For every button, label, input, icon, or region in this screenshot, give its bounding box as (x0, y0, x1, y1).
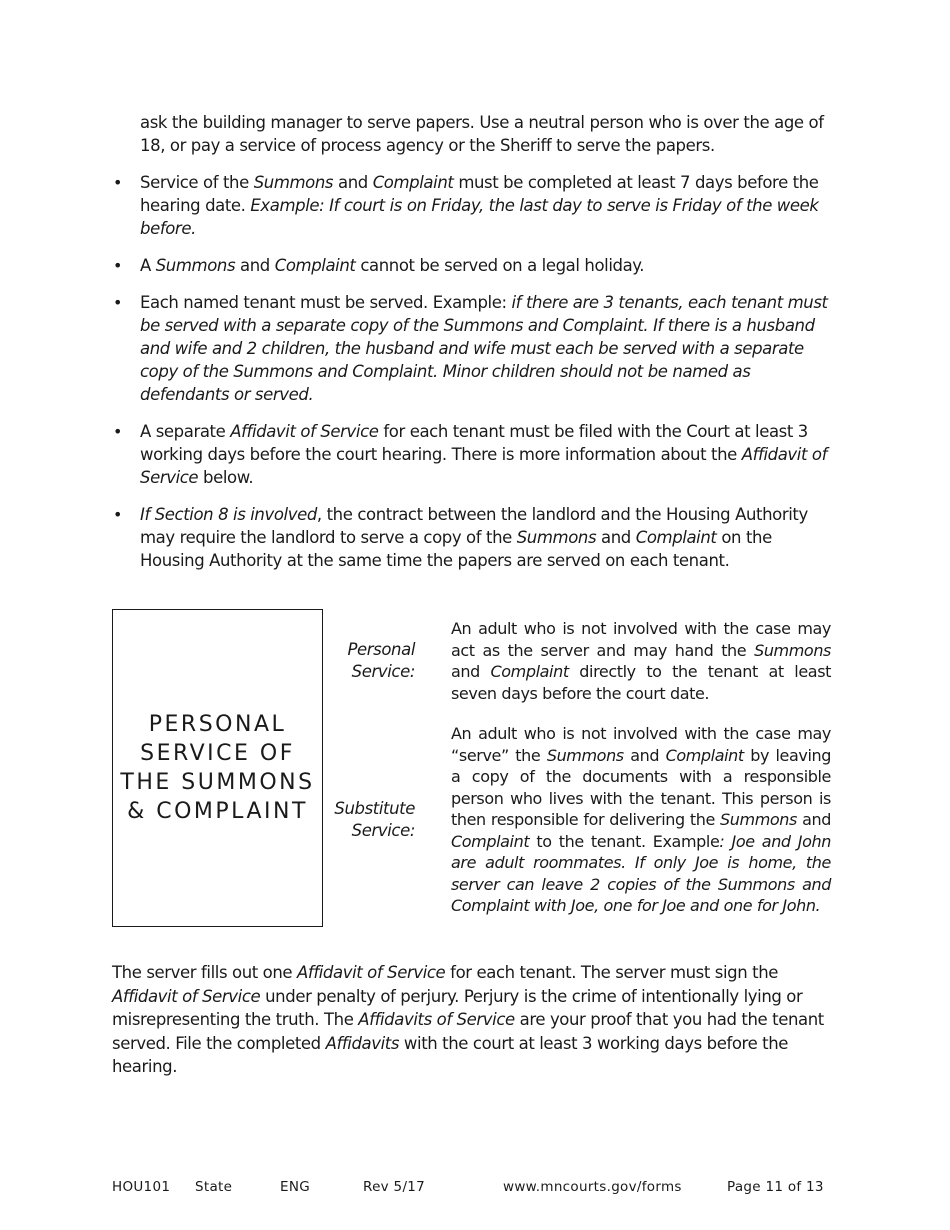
section-title-box (112, 609, 323, 927)
text: by leaving a copy of the documents with a responsible person who lives with the tenant. This person is then responsible for delivering the (451, 745, 832, 829)
text: Complaint (451, 831, 530, 851)
text: below. (198, 468, 254, 487)
bullet-icon: • (113, 505, 123, 524)
text: Complaint (635, 528, 717, 547)
list-item (113, 254, 840, 277)
text: cannot be served on a legal holiday. (355, 256, 645, 275)
bullet-icon: • (113, 422, 123, 441)
text: Affidavit of Service (112, 986, 261, 1006)
text: Affidavit of Service (297, 963, 446, 982)
text: must be completed at least 7 days before the hearing date. (140, 173, 819, 215)
text: and (451, 662, 491, 681)
text: for each tenant must be filed with the Court at least 3 working days before the court hearing. There is more information about the (140, 422, 808, 464)
text: A (140, 256, 156, 275)
text: An adult who is not involved with the case may “serve” the (451, 724, 831, 765)
text: Summons (155, 256, 236, 275)
bullet-icon: • (113, 173, 123, 192)
text: and (796, 810, 831, 829)
section-title-line: PERSONAL (148, 712, 287, 737)
text: if there are 3 tenants, each tenant must be served with a separate copy of the Summons and Complaint. If there is a husband and wife and 2 children, the husband and wife must each be served with a separate copy of the Summons and Complaint. Minor children should not be named as defendants or served. (140, 293, 828, 404)
text: : Joe and John are adult roommates. If only Joe is home, the server can leave 2 copies of the Summons and Complaint with Joe, one for Joe and one for John. (451, 831, 831, 915)
section-title-line: & COMPLAINT (127, 799, 308, 824)
form-language: ENG (280, 1179, 310, 1195)
forms-url: www.mncourts.gov/forms (503, 1179, 682, 1195)
text: and (623, 745, 666, 765)
bullet-icon: • (113, 256, 123, 275)
text: If Section 8 is involved (140, 505, 317, 524)
text: Complaint (372, 173, 454, 192)
bullet-icon: • (113, 293, 123, 312)
text: The server fills out one (112, 963, 298, 982)
list-item (113, 171, 840, 240)
form-code: HOU101 (112, 1179, 171, 1195)
text: An adult who is not involved with the case may act as the server and may hand the (451, 619, 831, 660)
text: Summons (546, 745, 624, 765)
text: Service of the (140, 173, 254, 192)
label-line: Service: (351, 821, 415, 840)
text: Summons (516, 528, 597, 547)
text: Complaint (490, 662, 569, 681)
section-title-line: SERVICE OF (140, 741, 295, 766)
form-state: State (195, 1179, 233, 1195)
label-line: Substitute (334, 799, 415, 818)
text: with the court at least 3 working days before the hearing. (112, 1033, 789, 1076)
label-line: Service: (351, 662, 415, 681)
text: Affidavits of Service (358, 1010, 515, 1029)
personal-service-label (325, 639, 415, 683)
substitute-service-label (325, 798, 415, 842)
text: Complaint (665, 745, 744, 765)
text: on the Housing Authority at the same time the papers are served on each tenant. (140, 528, 772, 570)
text: for each tenant. The server must sign the (445, 963, 779, 982)
list-item (113, 291, 840, 406)
text: and (333, 173, 373, 192)
text: Affidavit of Service (140, 445, 827, 487)
text: to the tenant. Example (529, 831, 720, 851)
service-rules-list (113, 171, 840, 586)
section-title (120, 710, 314, 826)
text: Affidavits (325, 1033, 400, 1053)
list-item (113, 503, 840, 572)
page-footer (0, 1179, 950, 1197)
text: Affidavit of Service (230, 422, 379, 441)
text: Each named tenant must be served. Example: (140, 293, 512, 312)
page-number: Page 11 of 13 (727, 1179, 824, 1195)
list-item (113, 420, 840, 489)
form-revision: Rev 5/17 (363, 1179, 426, 1195)
text: directly to the tenant at least seven days before the court date. (451, 662, 831, 703)
text: Summons (253, 173, 334, 192)
affidavit-paragraph (112, 961, 837, 1079)
text: under penalty of perjury. Perjury is the crime of intentionally lying or misrepresenting the truth. The (112, 986, 803, 1029)
section-title-line: THE SUMMONS (120, 770, 315, 795)
text: Complaint (274, 256, 356, 275)
text: , the contract between the landlord and the Housing Authority may require the landlord to serve a copy of the (140, 505, 808, 547)
personal-service-text (451, 618, 831, 704)
text: Summons (754, 640, 831, 660)
text: Example: If court is on Friday, the last day to serve is Friday of the week before. (140, 196, 819, 238)
label-line: Personal (347, 640, 415, 659)
text: and (235, 256, 275, 275)
text: Summons (720, 810, 797, 829)
text: are your proof that you had the tenant served. File the completed (112, 1010, 824, 1053)
text: and (596, 528, 636, 547)
text: A separate (140, 422, 231, 441)
substitute-service-text (451, 723, 831, 917)
continuation-paragraph: ask the building manager to serve papers. Use a neutral person who is over the age of 18, or pay a service of process agency or the Sheriff to serve the papers. (140, 113, 824, 155)
